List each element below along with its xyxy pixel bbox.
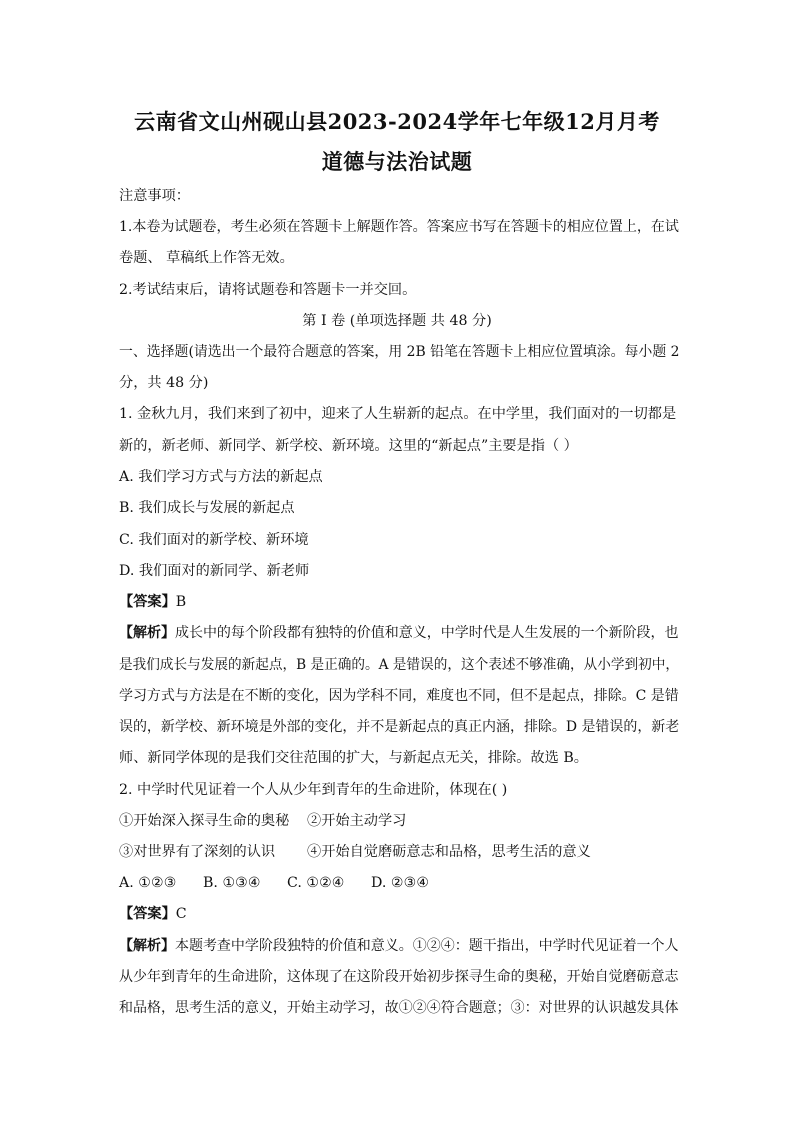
- q1-analysis-text: 成长中的每个阶段都有独特的价值和意义，中学时代是人生发展的一个新阶段，也: [174, 625, 679, 641]
- q2-analysis-tag: 【解析】: [119, 938, 175, 954]
- q2-analysis-line-1: [119, 936, 679, 956]
- q1-analysis-line-2: 是我们成长与发展的新起点，B 是正确的。A 是错误的，这个表述不够准确，从小学到初中，: [119, 657, 679, 673]
- exam-title: 云南省文山州砚山县2023-2024学年七年级12月月考: [134, 109, 660, 134]
- q1-analysis-line-4: 误的，新学校、新环境是外部的变化，并不是新起点的真正内涵，排除。D 是错误的，新老: [119, 719, 680, 735]
- q2-item-3: ③对世界有了深刻的认识: [119, 844, 276, 860]
- q2-answer-value: C: [175, 906, 187, 922]
- q2-item-2: ②开始主动学习: [307, 813, 407, 829]
- q2-analysis-text: 本题考查中学阶段独特的价值和意义。①②④：题干指出，中学时代见证着一个人: [174, 938, 679, 954]
- exam-subtitle: 道德与法治试题: [321, 149, 473, 174]
- q1-stem-line-2: 新的，新老师、新同学、新学校、新环境。这里的“新起点”主要是指（ ）: [119, 438, 578, 454]
- q1-analysis-line-1: [119, 623, 679, 643]
- section-title: 第 I 卷 (单项选择题 共 48 分): [302, 313, 492, 329]
- q2-items-row-1: [119, 811, 679, 831]
- q2-stem: 2. 中学时代见证着一个人从少年到青年的生命进阶，体现在( ): [119, 782, 508, 798]
- q2-analysis-line-3: 和品格，思考生活的意义，开始主动学习，故①②④符合题意；③：对世界的认识越发具体: [119, 1000, 679, 1016]
- notice-item-1-line-2: 卷题、 草稿纸上作答无效。: [119, 250, 294, 266]
- q2-analysis-line-2: 从少年到青年的生命进阶，这体现了在这阶段开始初步探寻生命的奥秘，开始自觉磨砺意志: [119, 969, 679, 985]
- q2-option-c: C. ①②④: [287, 875, 345, 891]
- q2-option-b: B. ①③④: [203, 875, 261, 891]
- section-intro-line-2: 分，共 48 分): [119, 375, 209, 391]
- q1-answer-tag: 【答案】: [119, 594, 176, 610]
- q2-option-d: D. ②③④: [371, 875, 430, 891]
- notice-heading: 注意事项：: [119, 188, 190, 204]
- notice-item-2: 2.考试结束后，请将试题卷和答题卡一并交回。: [119, 282, 417, 298]
- q2-item-4: ④开始自觉磨砺意志和品格，思考生活的意义: [307, 844, 591, 860]
- q2-answer: [119, 904, 679, 924]
- q2-options: [119, 873, 679, 893]
- notice-item-1-line-1: 1.本卷为试题卷，考生必须在答题卡上解题作答。答案应书写在答题卡的相应位置上，在试: [119, 219, 679, 235]
- q1-option-b: B. 我们成长与发展的新起点: [119, 500, 295, 516]
- q1-answer: [119, 592, 679, 612]
- q1-analysis-line-5: 师、新同学体现的是我们交往范围的扩大，与新起点无关，排除。故选 B。: [119, 750, 588, 766]
- q1-option-a: A. 我们学习方式与方法的新起点: [119, 469, 323, 485]
- q1-stem-line-1: 1. 金秋九月，我们来到了初中，迎来了人生崭新的起点。在中学里，我们面对的一切都是: [119, 406, 677, 422]
- q2-answer-tag: 【答案】: [119, 906, 176, 922]
- q1-option-d: D. 我们面对的新同学、新老师: [119, 563, 310, 579]
- q1-analysis-line-3: 学习方式与方法是在不断的变化，因为学科不同，难度也不同，但不是起点，排除。C 是错: [119, 688, 679, 704]
- q1-answer-value: B: [175, 594, 187, 610]
- section-intro-line-1: 一、选择题(请选出一个最符合题意的答案，用 2B 铅笔在答题卡上相应位置填涂。每小题 2: [119, 344, 680, 360]
- q2-option-a: A. ①②③: [119, 875, 177, 891]
- q1-analysis-tag: 【解析】: [119, 625, 175, 641]
- q1-option-c: C. 我们面对的新学校、新环境: [119, 532, 309, 548]
- q2-item-1: ①开始深入探寻生命的奥秘: [119, 813, 290, 829]
- q2-items-row-2: [119, 842, 679, 862]
